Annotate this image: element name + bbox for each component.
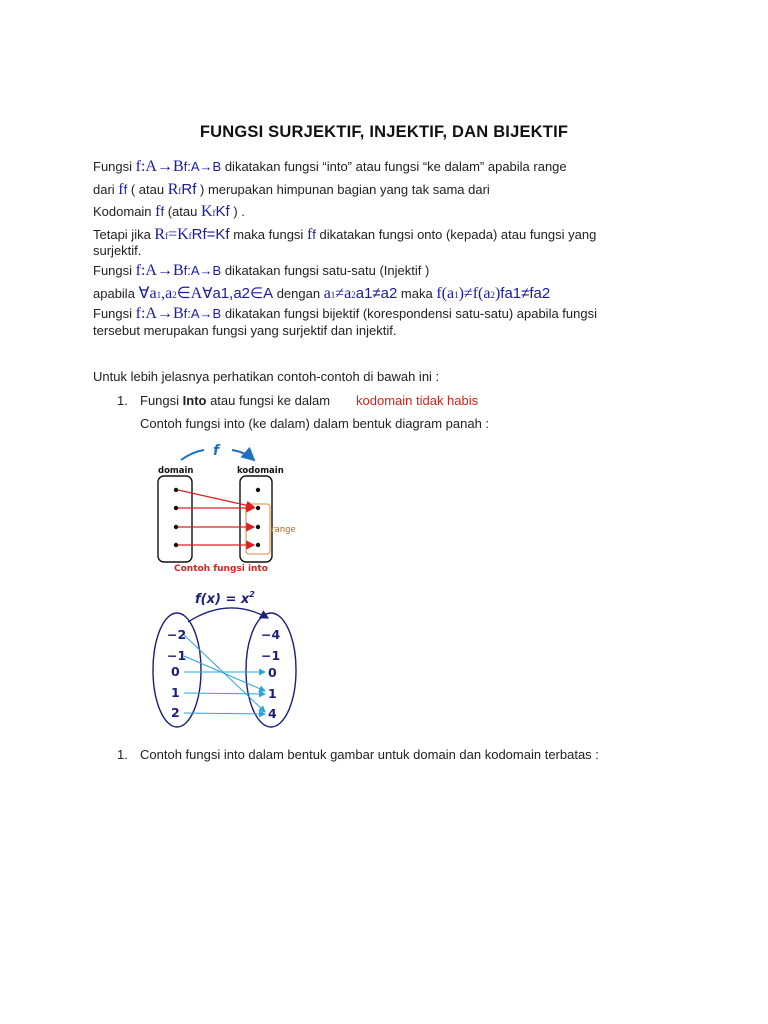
into-arrow-diagram	[150, 440, 320, 580]
para-into-def: Fungsi f:A→Bf:A→B dikatakan fungsi “into” atau fungsi “ke dalam” apabila range	[93, 158, 567, 175]
para-injektif-cond: apabila ∀a1,a2∈A∀a1,a2∈A dengan a1≠a2a1≠a2 maka f(a1)≠f(a2)fa1≠fa2	[93, 285, 551, 302]
f-arc-left	[181, 450, 204, 460]
kodomain-point	[256, 525, 260, 529]
kodomain-note: kodomain tidak habis	[356, 393, 479, 408]
square-function-diagram	[150, 588, 315, 728]
para-bijektif: Fungsi f:A→Bf:A→B dikatakan fungsi bijektif (korespondensi satu-satu) apabila fungsi	[93, 305, 597, 322]
diagram-caption: Contoh fungsi into	[174, 564, 268, 574]
para-bijektif-cont: tersebut merupakan fungsi yang surjektif dan injektif.	[93, 323, 397, 338]
mapping-arrow	[178, 490, 254, 507]
domain-point	[174, 543, 178, 547]
page-title: FUNGSI SURJEKTIF, INJEKTIF, DAN BIJEKTIF	[199, 123, 569, 141]
domain-value: −1	[167, 648, 187, 663]
domain-label: domain	[158, 466, 194, 476]
para-injektif: Fungsi f:A→Bf:A→B dikatakan fungsi satu-satu (Injektif )	[93, 262, 430, 279]
kodomain-point	[256, 543, 260, 547]
list-item-limited: Contoh fungsi into dalam bentuk gambar untuk domain dan kodomain terbatas :	[140, 747, 599, 762]
f-arc-right	[232, 450, 254, 460]
function-formula: $f(x) = x^2$	[195, 590, 255, 607]
domain-point	[174, 506, 178, 510]
mapping-arrow	[184, 693, 265, 694]
arrow-diagram-intro: Contoh fungsi into (ke dalam) dalam bentuk diagram panah :	[140, 416, 490, 431]
domain-value: 2	[171, 705, 180, 720]
f-label: f	[213, 443, 220, 459]
para-surjektif-cont: surjektif.	[93, 243, 142, 258]
domain-value: 0	[171, 664, 180, 679]
kodomain-label: kodomain	[237, 466, 284, 476]
codomain-value: 4	[268, 706, 277, 721]
range-label: range	[271, 525, 296, 535]
kodomain-point	[256, 506, 260, 510]
codomain-value: 0	[268, 665, 277, 680]
para-kodomain: Kodomain ff (atau KfKf ) .	[93, 203, 245, 220]
examples-intro: Untuk lebih jelasnya perhatikan contoh-contoh di bawah ini :	[93, 369, 440, 384]
para-range: dari ff ( atau RfRf ) merupakan himpunan bagian yang tak sama dari	[93, 181, 490, 198]
function-arc	[188, 608, 268, 622]
domain-value: −2	[167, 627, 187, 642]
kodomain-point	[256, 488, 260, 492]
mapping-arrow	[184, 713, 265, 714]
domain-point	[174, 525, 178, 529]
list-number: 1.	[117, 747, 128, 762]
codomain-value: −4	[261, 627, 281, 642]
kodomain-box	[240, 476, 272, 562]
list-item-into: Fungsi Into atau fungsi ke dalam	[140, 393, 331, 408]
codomain-value: 1	[268, 686, 277, 701]
domain-value: 1	[171, 685, 180, 700]
domain-point	[174, 488, 178, 492]
list-number: 1.	[117, 393, 128, 408]
mapping-arrow	[184, 656, 265, 691]
codomain-value: −1	[261, 648, 281, 663]
para-surjektif: Tetapi jika Rf=KfRf=Kf maka fungsi ff dikatakan fungsi onto (kepada) atau fungsi yang	[93, 226, 597, 243]
